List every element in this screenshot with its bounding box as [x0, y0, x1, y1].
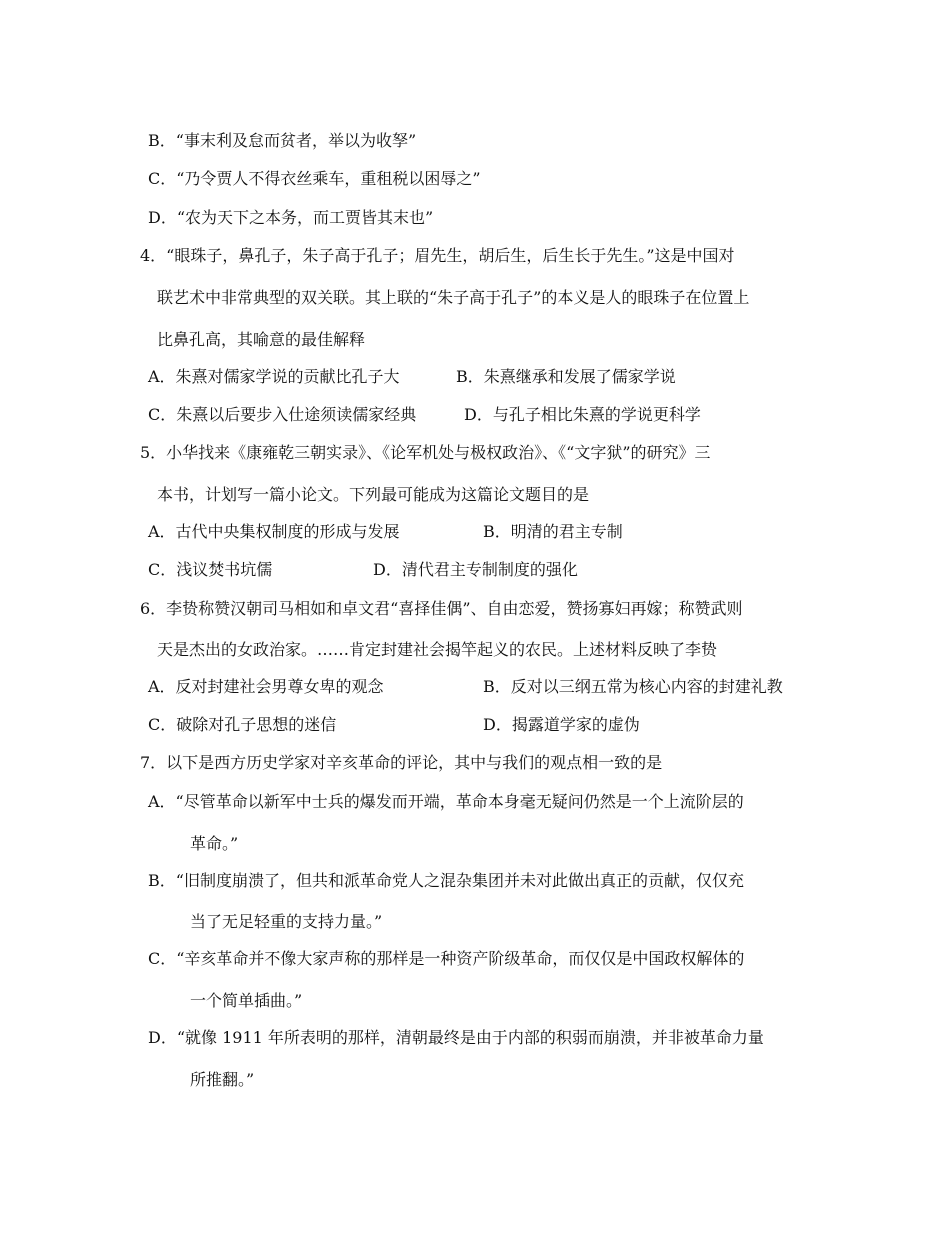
q6-option-d: D．揭露道学家的虚伪 — [483, 715, 640, 734]
q3-option-d: D．“农为天下之本务，而工贾皆其末也” — [148, 208, 434, 227]
q7-option-d-line1: D．“就像 1911 年所表明的那样，清朝最终是由于内部的积弱而崩溃，并非被革命力量 — [148, 1028, 764, 1047]
q4-stem-line3: 比鼻孔高，其喻意的最佳解释 — [157, 330, 366, 349]
q3-option-b: B．“事末利及怠而贫者，举以为收孥” — [148, 131, 417, 150]
q5-option-b: B．明清的君主专制 — [483, 522, 623, 541]
q7-option-c-line2: 一个简单插曲。” — [190, 991, 303, 1010]
q7-stem: 7．以下是西方历史学家对辛亥革命的评论，其中与我们的观点相一致的是 — [140, 753, 663, 772]
q4-option-b: B．朱熹继承和发展了儒家学说 — [456, 367, 676, 386]
q5-stem-line1: 5．小华找来《康雍乾三朝实录》、《论军机处与极权政治》、《“文字狱”的研究》三 — [140, 443, 711, 462]
q6-stem-line1: 6．李贽称赞汉朝司马相如和卓文君“喜择佳偶”、自由恋爱，赞扬寡妇再嫁；称赞武则 — [140, 599, 743, 618]
q4-stem-line2: 联艺术中非常典型的双关联。其上联的“朱子高于孔子”的本义是人的眼珠子在位置上 — [157, 288, 750, 307]
q6-option-a: A．反对封建社会男尊女卑的观念 — [148, 677, 384, 696]
q7-option-c-line1: C．“辛亥革命并不像大家声称的那样是一种资产阶级革命，而仅仅是中国政权解体的 — [148, 949, 745, 968]
q7-option-a-line2: 革命。” — [190, 834, 239, 853]
q4-option-c: C．朱熹以后要步入仕途须读儒家经典 — [148, 405, 417, 424]
q7-option-b-line2: 当了无足轻重的支持力量。” — [190, 912, 383, 931]
q6-stem-line2: 天是杰出的女政治家。……肯定封建社会揭竿起义的农民。上述材料反映了李贽 — [157, 640, 718, 659]
q5-option-d: D．清代君主专制制度的强化 — [373, 560, 578, 579]
q7-option-d-line2: 所推翻。” — [190, 1070, 255, 1089]
q5-option-c: C．浅议焚书坑儒 — [148, 560, 273, 579]
q4-option-a: A．朱熹对儒家学说的贡献比孔子大 — [148, 367, 400, 386]
q4-stem-line1: 4．“眼珠子，鼻孔子，朱子高于孔子；眉先生，胡后生，后生长于先生。”这是中国对 — [140, 246, 735, 265]
q6-option-b: B．反对以三纲五常为核心内容的封建礼教 — [483, 677, 783, 696]
q6-option-c: C．破除对孔子思想的迷信 — [148, 715, 337, 734]
q3-option-c: C．“乃令贾人不得衣丝乘车，重租税以困辱之” — [148, 169, 481, 188]
q4-option-d: D．与孔子相比朱熹的学说更科学 — [464, 405, 701, 424]
q5-option-a: A．古代中央集权制度的形成与发展 — [148, 522, 400, 541]
q7-option-a-line1: A．“尽管革命以新军中士兵的爆发而开端，革命本身毫无疑问仍然是一个上流阶层的 — [148, 792, 744, 811]
q7-option-b-line1: B．“旧制度崩溃了，但共和派革命党人之混杂集团并未对此做出真正的贡献，仅仅充 — [148, 871, 744, 890]
q5-stem-line2: 本书，计划写一篇小论文。下列最可能成为这篇论文题目的是 — [157, 485, 590, 504]
